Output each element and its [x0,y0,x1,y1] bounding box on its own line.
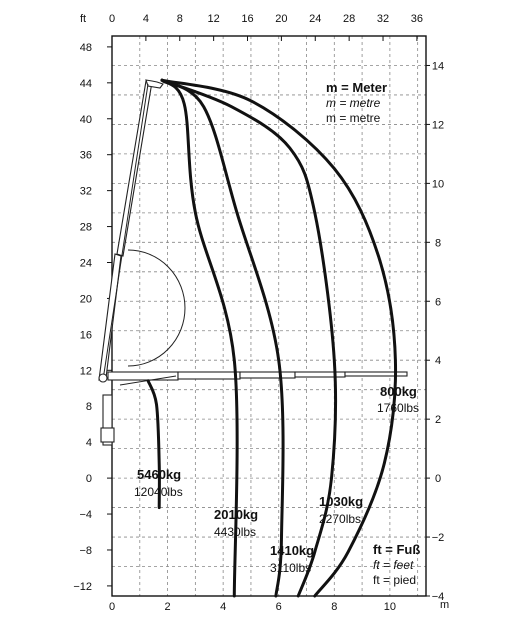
ft-left-tick: −4 [79,509,92,522]
ft-top-tick: 16 [241,13,254,25]
label-5460-lbs: 12040lbs [134,485,183,499]
ft-top-tick: 8 [176,13,183,25]
m-right-tick: 8 [434,237,442,250]
ft-top-tick: 12 [207,13,220,25]
ft-top-tick: 4 [142,13,149,25]
m-bottom-tick: 4 [220,601,227,613]
ft-left-tick: 0 [85,473,92,486]
main-boom-lower [99,254,121,380]
ft-top-tick: 0 [108,13,116,25]
m-bottom-tick: 6 [275,601,282,613]
m-bottom-tick: 0 [108,601,116,613]
m-right-tick: −2 [431,532,445,545]
legend-metre-en: m = metre [326,96,381,110]
ft-left-tick: 28 [79,221,92,234]
ft-top-tick: 20 [275,13,288,25]
main-boom-upper [117,81,152,256]
m-right-tick: 14 [431,60,445,73]
m-right-tick: 12 [431,119,445,132]
feet-legend [373,542,420,587]
label-1410-kg: 1410kg [270,543,315,558]
legend-feet-en: ft = feet [373,558,414,572]
ft-left-tick: 48 [79,41,92,54]
ft-left-tick: 44 [79,77,92,90]
label-1030-lbs: 2270lbs [319,512,362,526]
m-bottom-tick: 8 [331,601,338,613]
ft-left-tick: 16 [79,329,92,342]
m-right-tick: 4 [434,355,442,368]
ft-left-tick: 24 [79,257,92,270]
m-right-tick: 6 [434,296,442,309]
label-800-lbs: 1760lbs [377,401,420,415]
legend-meter-de: m = Meter [326,80,388,95]
m-bottom-unit: m [440,599,450,611]
m-right-tick: 10 [431,178,445,191]
legend-feet-de: ft = Fuß [373,542,421,557]
ft-left-tick: 36 [79,149,92,162]
ft-top-tick: 24 [309,13,322,25]
ft-left-tick: 32 [79,185,92,198]
horizontal-boom-3 [240,372,295,378]
ft-top-tick: 32 [376,13,390,25]
ft-top-tick: 28 [343,13,356,25]
label-5460-kg: 5460kg [137,467,182,482]
label-1410-lbs: 3110lbs [270,561,312,575]
m-right-tick: −4 [431,591,445,603]
legend-feet-fr: ft = pied [373,573,417,587]
ft-left-tick: 20 [79,293,92,306]
m-bottom-tick: 2 [164,601,171,613]
ft-left-tick: −12 [73,580,92,593]
ft-left-tick: 4 [85,437,92,450]
label-800-kg: 800kg [380,384,417,399]
horizontal-boom-5 [345,372,407,376]
ft-top-tick: 36 [410,13,424,25]
m-right-tick: 2 [434,414,442,427]
m-right-tick: 0 [434,473,442,486]
metre-legend [326,80,387,125]
ft-left-tick: −8 [79,544,92,557]
ft-left-tick: 40 [79,113,92,126]
legend-metre-fr: m = metre [326,111,381,125]
ft-left-tick: 12 [79,365,92,378]
label-2010-kg: 2010kg [214,507,259,522]
m-bottom-tick: 10 [383,601,397,613]
ft-left-tick: 8 [85,401,92,414]
slewing-arc [128,250,185,366]
horizontal-boom-2 [178,372,240,379]
knuckle-joint [99,374,107,382]
crane-base [101,428,114,442]
boom-cylinder [103,84,148,380]
label-1030-kg: 1030kg [319,494,364,509]
horizontal-boom-4 [295,372,345,377]
horizontal-boom-1 [108,372,178,380]
ft-top-unit: ft [80,13,87,25]
label-2010-lbs: 4430lbs [214,525,257,539]
